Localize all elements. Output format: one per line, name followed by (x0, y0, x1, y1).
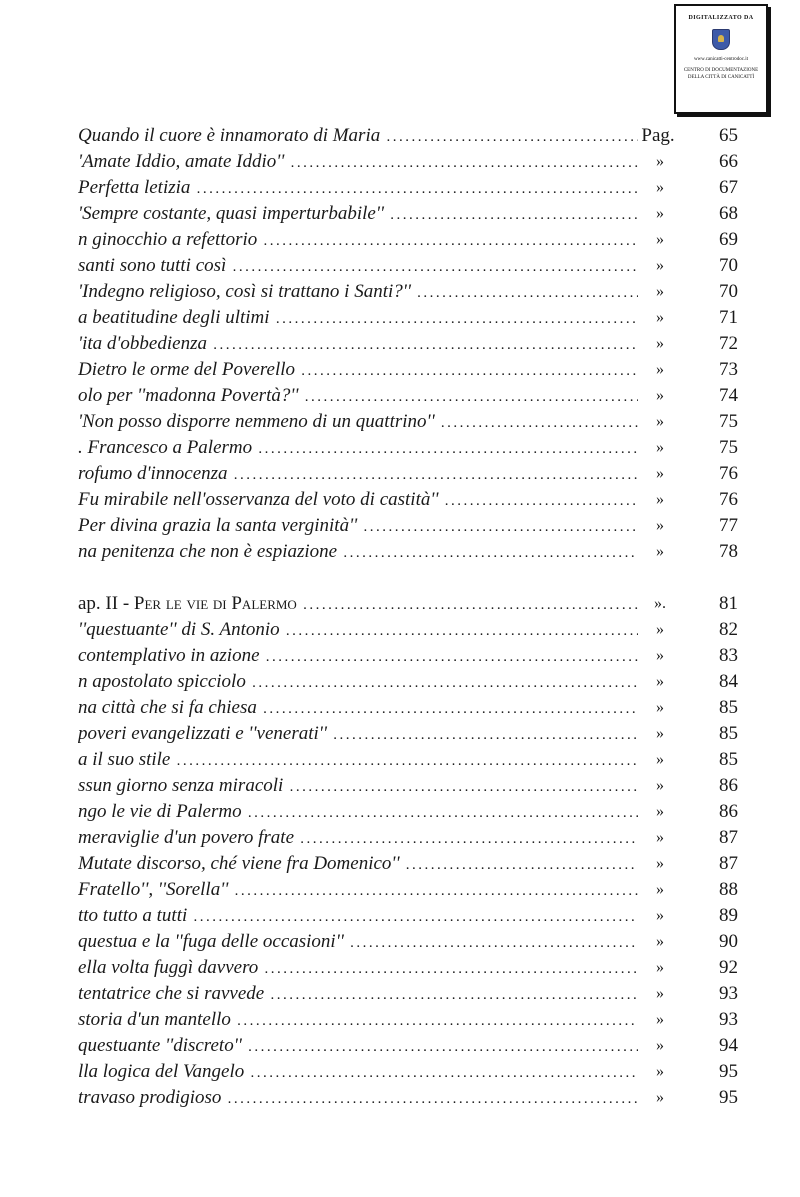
toc-entry-page-number: 76 (719, 463, 738, 484)
toc-entry-page-number: 88 (719, 879, 738, 900)
toc-entry-page-number: 70 (719, 281, 738, 302)
toc-entry (0, 955, 800, 981)
toc-entry (0, 643, 800, 669)
toc-entry-title: 'Non posso disporre nemmeno di un quattrino'' ..... (78, 409, 638, 435)
toc-entry-title: meraviglie d'un povero frate ..... (78, 825, 638, 851)
toc-entry-marker: » (656, 959, 664, 976)
toc-entry-marker: » (656, 439, 664, 456)
toc-entry-page-number: 86 (719, 801, 738, 822)
toc-entry-marker: » (656, 777, 664, 794)
toc-entry (0, 799, 800, 825)
toc-entry-title: n apostolato spicciolo ..... (78, 669, 638, 695)
toc-entry-title: Dietro le orme del Poverello ..... (78, 357, 638, 383)
toc-entry-title: santi sono tutti così ..... (78, 253, 638, 279)
toc-entry-page-number: 93 (719, 1009, 738, 1030)
toc-entry-title: ''questuante'' di S. Antonio ..... (78, 617, 638, 643)
toc-entry-page-number: 76 (719, 489, 738, 510)
toc-entry-page-number: 66 (719, 151, 738, 172)
toc-entry-title: 'ita d'obbedienza ..... (78, 331, 638, 357)
toc-entry-page-number: 86 (719, 775, 738, 796)
toc-entry-marker: » (656, 361, 664, 378)
toc-entry-title: Perfetta letizia ..... (78, 175, 638, 201)
toc-entry-marker: » (656, 205, 664, 222)
toc-entry-title: 'Sempre costante, quasi imperturbabile'' ..... (78, 201, 638, 227)
stamp-line-2: DELLA CITTÀ DI CANICATTÌ (687, 75, 755, 80)
toc-entry-page-number: 85 (719, 749, 738, 770)
toc-entry-title: ella volta fuggì davvero ..... (78, 955, 638, 981)
toc-entry-page-number: 65 (719, 125, 738, 146)
toc-entry (0, 227, 800, 253)
toc-entry-title: Quando il cuore è innamorato di Maria ..... (78, 123, 638, 149)
toc-entry-marker: » (656, 751, 664, 768)
toc-entry (0, 981, 800, 1007)
toc-entry-page-number: 92 (719, 957, 738, 978)
toc-entry (0, 357, 800, 383)
stamp-url: www.canicatti-centrodoc.it (693, 57, 749, 62)
toc-entry-marker: » (656, 179, 664, 196)
toc-entry-marker: » (656, 153, 664, 170)
chapter-title: Per le vie di Palermo (133, 593, 297, 614)
toc-entry (0, 747, 800, 773)
toc-entry-title: lla logica del Vangelo ..... (78, 1059, 638, 1085)
toc-entry-marker: » (656, 855, 664, 872)
toc-entry (0, 201, 800, 227)
toc-entry (0, 253, 800, 279)
toc-entry-title: . Francesco a Palermo ..... (78, 435, 638, 461)
toc-entry (0, 305, 800, 331)
toc-entry-marker: » (656, 725, 664, 742)
toc-entry (0, 435, 800, 461)
toc-entry-title: ssun giorno senza miracoli ..... (78, 773, 638, 799)
chapter-label: ap. II - (78, 593, 134, 614)
toc-entry-title: Mutate discorso, ché viene fra Domenico'' ..... (78, 851, 638, 877)
toc-entry-page-number: 95 (719, 1061, 738, 1082)
toc-entry (0, 851, 800, 877)
toc-entry-marker: » (656, 491, 664, 508)
toc-entry-marker: ». (654, 595, 666, 612)
toc-entry-page-number: 85 (719, 697, 738, 718)
toc-entry (0, 695, 800, 721)
toc-entry-title: olo per ''madonna Povertà?'' ..... (78, 383, 638, 409)
toc-entry-page-number: 84 (719, 671, 738, 692)
toc-entry-title: Fratello'', ''Sorella'' ..... (78, 877, 638, 903)
toc-entry-title: storia d'un mantello ..... (78, 1007, 638, 1033)
toc-entry (0, 669, 800, 695)
toc-entry (0, 825, 800, 851)
toc-entry-marker: » (656, 387, 664, 404)
toc-entry-page-number: 95 (719, 1087, 738, 1108)
toc-entry-marker: » (656, 803, 664, 820)
toc-entry (0, 149, 800, 175)
stamp-line-1: CENTRO DI DOCUMENTAZIONE (683, 68, 759, 73)
toc-entry-marker: » (656, 829, 664, 846)
toc-entry-title: rofumo d'innocenza ..... (78, 461, 638, 487)
toc-entry-page-number: 77 (719, 515, 738, 536)
digitization-stamp (674, 4, 768, 114)
toc-entry-page-number: 72 (719, 333, 738, 354)
toc-entry (0, 331, 800, 357)
toc-entry (0, 1085, 800, 1111)
toc-entry-title: ngo le vie di Palermo ..... (78, 799, 638, 825)
toc-entry-marker: » (656, 309, 664, 326)
toc-entry-marker: » (656, 699, 664, 716)
toc-entry-marker: » (656, 621, 664, 638)
toc-entry-page-number: 81 (719, 593, 738, 614)
toc-entry-marker: » (656, 283, 664, 300)
toc-entry-page-number: 82 (719, 619, 738, 640)
toc-entry-marker: » (656, 647, 664, 664)
stamp-heading: DIGITALIZZATO DA (688, 15, 754, 21)
toc-entry (0, 279, 800, 305)
toc-entry-title: poveri evangelizzati e ''venerati'' ..... (78, 721, 638, 747)
toc-entry-title (78, 591, 638, 617)
toc-entry (0, 773, 800, 799)
city-crest-icon (712, 29, 730, 50)
toc-entry-marker: » (656, 1037, 664, 1054)
toc-entry-marker: » (656, 257, 664, 274)
toc-entry-marker: » (656, 1063, 664, 1080)
toc-entry (0, 409, 800, 435)
toc-entry (0, 461, 800, 487)
toc-entry-title: a il suo stile ..... (78, 747, 638, 773)
toc-entry (0, 877, 800, 903)
toc-entry-marker: » (656, 413, 664, 430)
toc-entry-title: na città che si fa chiesa ..... (78, 695, 638, 721)
toc-entry-title: na penitenza che non è espiazione ..... (78, 539, 638, 565)
toc-entry (0, 903, 800, 929)
toc-entry-page-number: 78 (719, 541, 738, 562)
toc-entry-page-number: 73 (719, 359, 738, 380)
toc-entry (0, 123, 800, 149)
toc-entry-title: n ginocchio a refettorio ..... (78, 227, 638, 253)
toc-entry-marker: » (656, 231, 664, 248)
toc-entry-title: travaso prodigioso ..... (78, 1085, 638, 1111)
toc-entry-marker: » (656, 1011, 664, 1028)
toc-entry-title: questua e la ''fuga delle occasioni'' ..... (78, 929, 638, 955)
toc-entry (0, 721, 800, 747)
toc-entry-marker: » (656, 673, 664, 690)
toc-entry-page-number: 75 (719, 411, 738, 432)
toc-entry-title: Per divina grazia la santa verginità'' ..... (78, 513, 638, 539)
toc-entry-page-number: 71 (719, 307, 738, 328)
toc-entry-page-number: 89 (719, 905, 738, 926)
toc-entry (0, 175, 800, 201)
toc-entry-page-number: 90 (719, 931, 738, 952)
toc-entry-page-number: 67 (719, 177, 738, 198)
toc-entry-page-number: 87 (719, 853, 738, 874)
toc-entry-page-number: 75 (719, 437, 738, 458)
toc-entry-marker: » (656, 517, 664, 534)
toc-entry-title: contemplativo in azione ..... (78, 643, 638, 669)
toc-entry-page-number: 83 (719, 645, 738, 666)
toc-entry (0, 383, 800, 409)
toc-entry-page-number: 68 (719, 203, 738, 224)
toc-entry-title: a beatitudine degli ultimi ..... (78, 305, 638, 331)
toc-entry (0, 539, 800, 565)
toc-entry (0, 487, 800, 513)
toc-entry-marker: Pag. (641, 125, 675, 146)
toc-entry-title: 'Indegno religioso, così si trattano i Santi?'' ..... (78, 279, 638, 305)
toc-entry (0, 929, 800, 955)
toc-entry-title: Fu mirabile nell'osservanza del voto di castità'' ..... (78, 487, 638, 513)
toc-entry-marker: » (656, 465, 664, 482)
toc-entry-marker: » (656, 907, 664, 924)
toc-entry-marker: » (656, 985, 664, 1002)
toc-entry (0, 513, 800, 539)
toc-entry-title: 'Amate Iddio, amate Iddio'' ..... (78, 149, 638, 175)
toc-entry-title: tentatrice che si ravvede ..... (78, 981, 638, 1007)
toc-entry (0, 591, 800, 617)
toc-entry-page-number: 87 (719, 827, 738, 848)
toc-entry-page-number: 85 (719, 723, 738, 744)
toc-entry-marker: » (656, 881, 664, 898)
toc-entry (0, 1007, 800, 1033)
toc-entry-marker: » (656, 543, 664, 560)
toc-entry (0, 617, 800, 643)
toc-entry-page-number: 94 (719, 1035, 738, 1056)
toc-entry-title: tto tutto a tutti ..... (78, 903, 638, 929)
toc-entry-page-number: 70 (719, 255, 738, 276)
toc-entry-page-number: 69 (719, 229, 738, 250)
toc-entry (0, 1033, 800, 1059)
toc-entry-title: questuante ''discreto'' ..... (78, 1033, 638, 1059)
toc-entry (0, 1059, 800, 1085)
toc-entry-marker: » (656, 335, 664, 352)
toc-entry-page-number: 93 (719, 983, 738, 1004)
toc-entry-marker: » (656, 1089, 664, 1106)
toc-entry-page-number: 74 (719, 385, 738, 406)
toc-entry-marker: » (656, 933, 664, 950)
